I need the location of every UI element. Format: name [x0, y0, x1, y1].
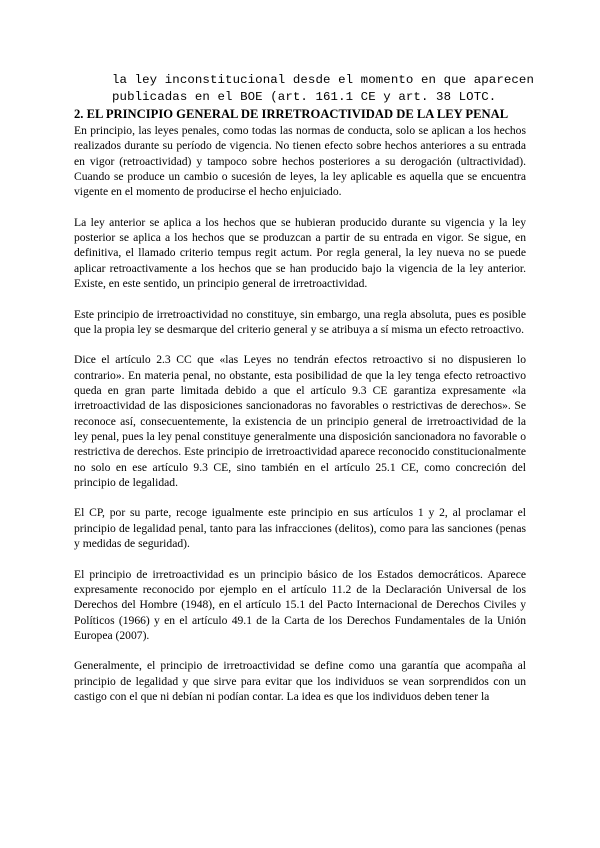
quote-line: la ley inconstitucional desde el momento en que aparecen	[112, 73, 534, 87]
body-text	[74, 123, 526, 720]
quote-line: publicadas en el BOE (art. 161.1 CE y art. 38 LOTC.	[112, 90, 497, 104]
paragraph: El principio de irretroactividad es un principio básico de los Estados democráticos. Aparece expresamente reconocido por ejemplo en el artículo 11.2 de la Declaración Universal de los Derechos del Hombre (1948), en el artículo 15.1 del Pacto Internacional de Derechos Civiles y Políticos (1966) y en el artículo 49.1 de la Carta de los Derechos Fundamentales de la Unión Europea (2007).	[74, 567, 526, 642]
paragraph: Este principio de irretroactividad no constituye, sin embargo, una regla absoluta, pues es posible que la propia ley se desmarque del criterio general y se atribuya a sí misma un efecto retroactivo.	[74, 307, 526, 336]
paragraph: El CP, por su parte, recoge igualmente este principio en sus artículos 1 y 2, al proclamar el principio de legalidad penal, tanto para las infracciones (delitos), como para las sanciones (penas y medidas de seguridad).	[74, 506, 526, 551]
paragraph: La ley anterior se aplica a los hechos que se hubieran producido durante su vigencia y la ley posterior se aplica a los hechos que se produzcan a partir de su entrada en vigor. Se sigue, en definitiva, el llamado criterio tempus regit actum. Por regla general, la ley nueva no se puede aplicar retroactivamente a los hechos que se han producido bajo la vigencia de la ley anterior. Existe, en este sentido, un principio general de irretroactividad.	[74, 215, 526, 290]
paragraph: Dice el artículo 2.3 CC que «las Leyes no tendrán efectos retroactivo si no dispusieren lo contrario». En materia penal, no obstante, esta posibilidad de que la ley tenga efecto retroactivo queda en gran parte limitada debido a que el artículo 9.3 CE garantiza expresamente «la irretroactividad de las disposiciones sancionadoras no favorables o restrictivas de derechos». Se reconoce así, consecuentemente, la existencia de un principio general de irretroactividad de la ley penal, pues la ley penal constituye generalmente una disposición sancionadora no favorable o restrictiva de derechos. Este principio de irretroactividad aparece reconocido constitucionalmente no solo en ese artículo 9.3 CE, sino también en el artículo 25.1 CE, como concreción del principio de legalidad.	[74, 353, 526, 489]
continued-quote	[112, 72, 532, 106]
paragraph: Generalmente, el principio de irretroactividad se define como una garantía que acompaña al principio de legalidad y que sirve para evitar que los individuos se vean sorprendidos con un castigo con el que ni debían ni podían contar. La idea es que los individuos deben tener la	[74, 659, 526, 703]
paragraph: En principio, las leyes penales, como todas las normas de conducta, solo se aplican a los hechos realizados durante su período de vigencia. No tienen efecto sobre hechos anteriores a su entrada en vigor (retroactividad) y tampoco sobre hechos posteriores a su derogación (ultractividad). Cuando se produce un cambio o sucesión de leyes, la ley aplicable es aquella que se encuentra vigente en el momento de producirse el hecho enjuiciado.	[74, 124, 526, 199]
section-heading: 2. EL PRINCIPIO GENERAL DE IRRETROACTIVIDAD DE LA LEY PENAL	[74, 107, 509, 121]
